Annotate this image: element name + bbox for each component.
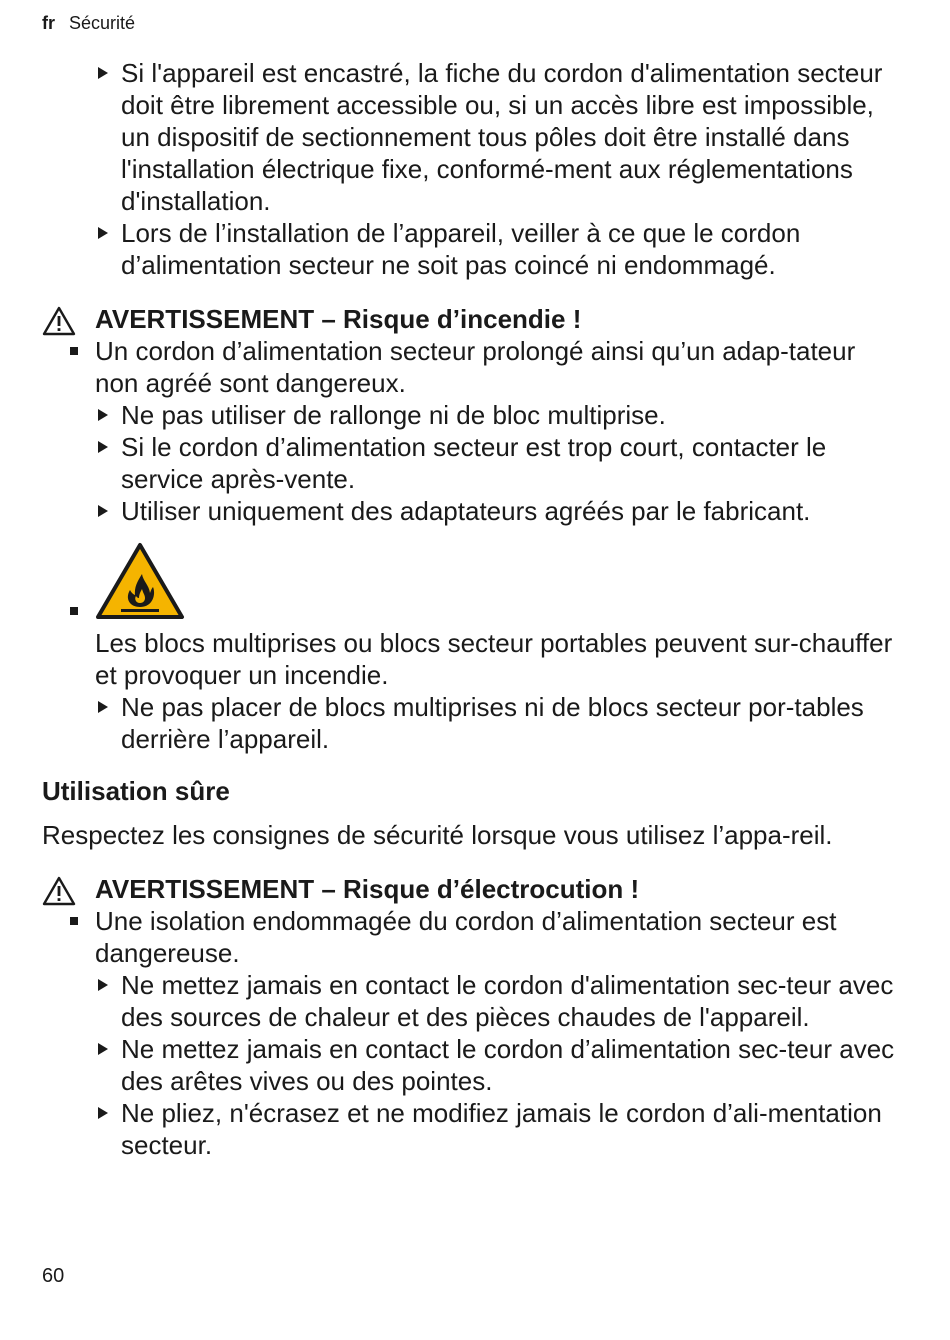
page-header	[42, 12, 135, 34]
warning-triangle-icon	[42, 306, 76, 336]
hazard-item-flame	[42, 541, 902, 623]
instruction-item: Lors de l’installation de l’appareil, veiller à ce que le cordon d’alimentation secteur ne soit pas coincé ni endommagé.	[42, 217, 902, 281]
warning-heading-fire: AVERTISSEMENT – Risque d’incendie !	[42, 303, 902, 335]
instruction-item: Ne pas utiliser de rallonge ni de bloc multiprise.	[42, 399, 902, 431]
arrow-bullet-icon	[98, 1043, 108, 1055]
arrow-bullet-icon	[98, 701, 108, 713]
hazard-item: Un cordon d’alimentation secteur prolongé ainsi qu’un adap-tateur non agréé sont dangereux.	[42, 335, 902, 399]
arrow-bullet-icon	[98, 505, 108, 517]
instruction-item: Ne pliez, n'écrasez et ne modifiez jamais le cordon d’ali-mentation secteur.	[42, 1097, 902, 1161]
square-bullet-icon	[70, 607, 78, 615]
instruction-item: Utiliser uniquement des adaptateurs agréés par le fabricant.	[42, 495, 902, 527]
square-bullet-icon	[70, 347, 78, 355]
instruction-item: Ne mettez jamais en contact le cordon d'alimentation sec-teur avec des sources de chaleur et des pièces chaudes de l'appareil.	[42, 969, 902, 1033]
arrow-bullet-icon	[98, 227, 108, 239]
hazard-item: Une isolation endommagée du cordon d’alimentation secteur est dangereuse.	[42, 905, 902, 969]
language-code: fr	[42, 13, 55, 33]
warning-heading-shock: AVERTISSEMENT – Risque d’électrocution !	[42, 873, 902, 905]
square-bullet-icon	[70, 917, 78, 925]
instruction-item: Si le cordon d’alimentation secteur est trop court, contacter le service après-vente.	[42, 431, 902, 495]
page-number: 60	[42, 1265, 65, 1287]
arrow-bullet-icon	[98, 67, 108, 79]
section-heading: Utilisation sûre	[42, 776, 230, 806]
instruction-item: Ne pas placer de blocs multiprises ni de blocs secteur por-tables derrière l’appareil.	[42, 691, 902, 755]
hazard-text: Les blocs multiprises ou blocs secteur portables peuvent sur-chauffer et provoquer un incendie.	[95, 628, 893, 690]
page-content	[42, 57, 902, 1161]
arrow-bullet-icon	[98, 409, 108, 421]
warning-triangle-icon	[42, 876, 76, 906]
arrow-bullet-icon	[98, 441, 108, 453]
arrow-bullet-icon	[98, 979, 108, 991]
section-title: Sécurité	[69, 13, 136, 33]
instruction-item: Si l'appareil est encastré, la fiche du cordon d'alimentation secteur doit être librement accessible ou, si un accès libre est impossible, un dispositif de sectionnement tous pôles doit être installé dans l'installation électrique fixe, conformé-ment aux réglementations d'installation.	[42, 57, 902, 217]
arrow-bullet-icon	[98, 1107, 108, 1119]
section-paragraph: Respectez les consignes de sécurité lorsque vous utilisez l’appa-reil.	[42, 820, 833, 850]
instruction-item: Ne mettez jamais en contact le cordon d’alimentation sec-teur avec des arêtes vives ou des pointes.	[42, 1033, 902, 1097]
flammable-hazard-icon	[94, 541, 186, 621]
